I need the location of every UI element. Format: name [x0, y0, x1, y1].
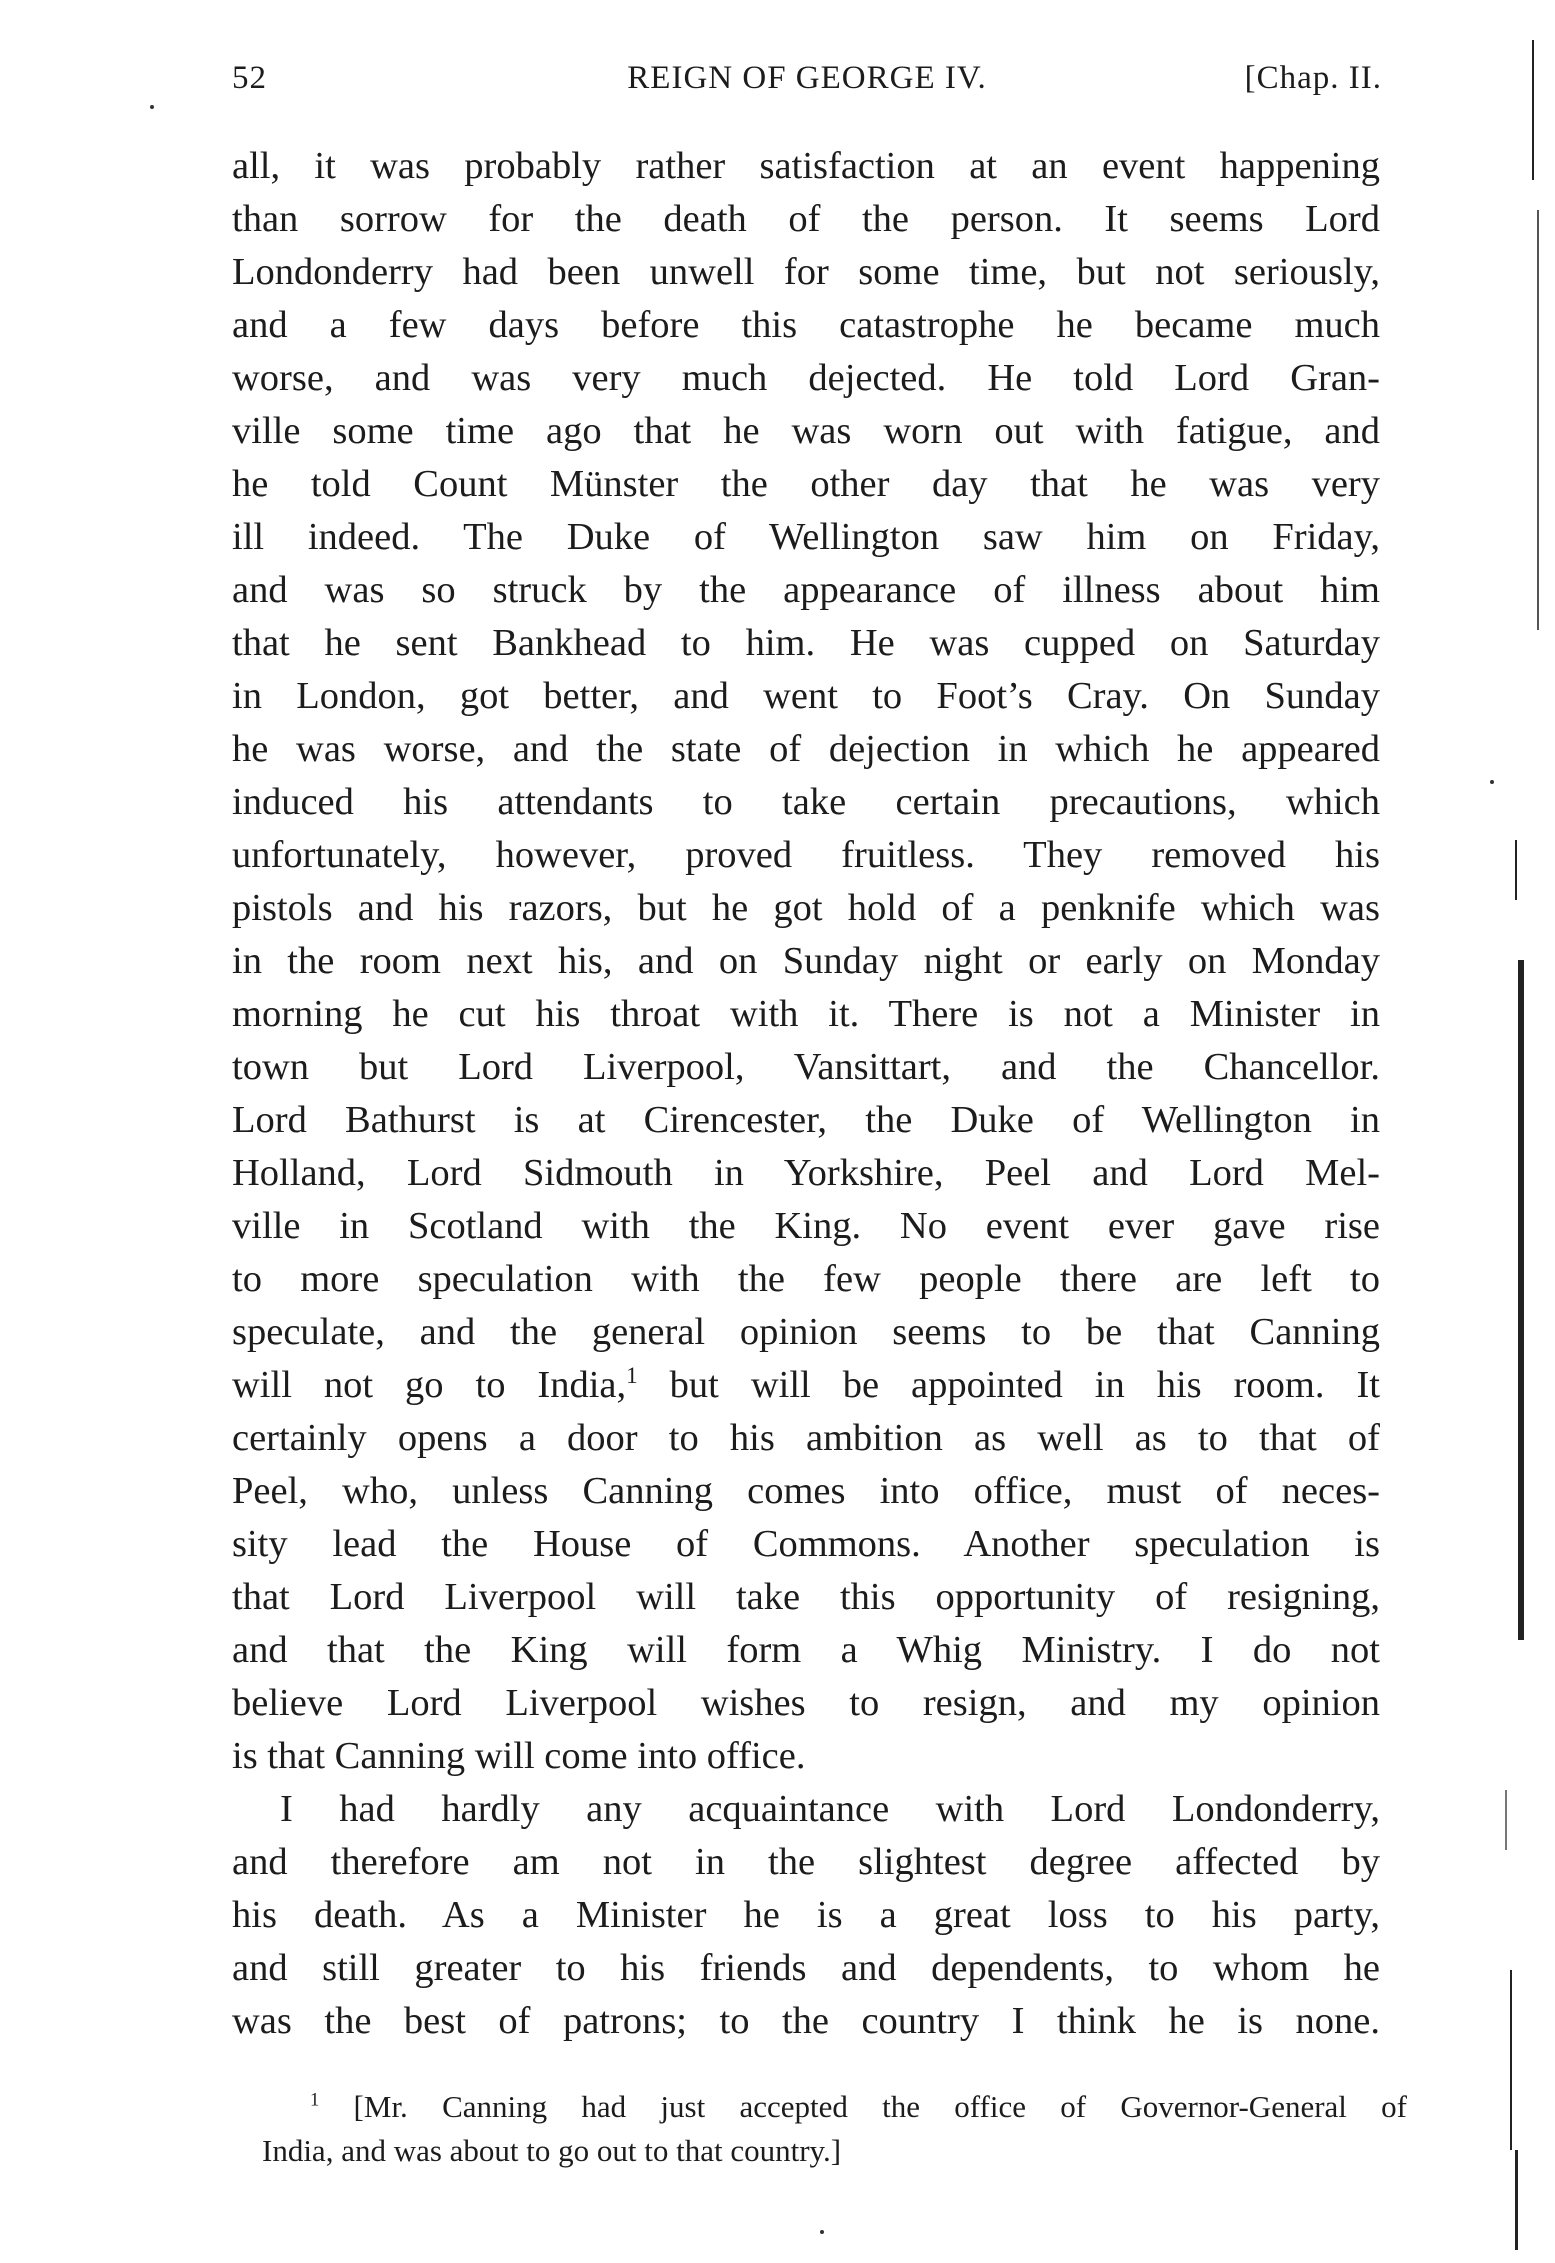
text-line: he was worse, and the state of dejection in which he appeared	[232, 728, 1380, 770]
text-line: he told Count Münster the other day that he was very	[232, 463, 1380, 505]
text-line-with-footnote-ref	[232, 1359, 1380, 1412]
text-line: is that Canning will come into office.	[232, 1735, 806, 1777]
text-line: worse, and was very much dejected. He told Lord Gran-	[232, 357, 1380, 399]
gutter-shadow	[1515, 2150, 1518, 2250]
footnote-line	[262, 2085, 1407, 2129]
gutter-shadow	[1510, 1970, 1512, 2150]
text-line: ville in Scotland with the King. No event ever gave rise	[232, 1205, 1380, 1247]
gutter-shadow	[1532, 40, 1534, 180]
text-line: believe Lord Liverpool wishes to resign, and my opinion	[232, 1682, 1380, 1724]
text-line: that he sent Bankhead to him. He was cupped on Saturday	[232, 622, 1380, 664]
text-line: town but Lord Liverpool, Vansittart, and the Chancellor.	[232, 1046, 1380, 1088]
text-line: Peel, who, unless Canning comes into office, must of neces-	[232, 1470, 1380, 1512]
text-line: was the best of patrons; to the country I think he is none.	[232, 2000, 1380, 2042]
gutter-shadow	[1518, 960, 1524, 1640]
scan-speck	[1490, 780, 1494, 784]
text-line: in the room next his, and on Sunday night or early on Monday	[232, 940, 1380, 982]
footnote	[262, 2085, 1407, 2173]
text-line: sity lead the House of Commons. Another speculation is	[232, 1523, 1380, 1565]
text-line: Holland, Lord Sidmouth in Yorkshire, Peel and Lord Mel-	[232, 1152, 1380, 1194]
text-line: unfortunately, however, proved fruitless. They removed his	[232, 834, 1380, 876]
text-line: in London, got better, and went to Foot’s Cray. On Sunday	[232, 675, 1380, 717]
scan-speck	[820, 2230, 824, 2234]
text-line: Londonderry had been unwell for some time, but not seriously,	[232, 251, 1380, 293]
text-line: that Lord Liverpool will take this opportunity of resigning,	[232, 1576, 1380, 1618]
body-text	[232, 140, 1380, 2048]
gutter-shadow	[1537, 210, 1539, 630]
footnote-reference: 1	[626, 1362, 638, 1389]
text-line: than sorrow for the death of the person. It seems Lord	[232, 198, 1380, 240]
text-line: and that the King will form a Whig Ministry. I do not	[232, 1629, 1380, 1671]
page-number: 52	[232, 60, 267, 96]
text-line: ville some time ago that he was worn out with fatigue, and	[232, 410, 1380, 452]
chapter-label: [Chap. II.	[1244, 60, 1382, 96]
text-line: and still greater to his friends and dependents, to whom he	[232, 1947, 1380, 1989]
text-line: all, it was probably rather satisfaction at an event happening	[232, 145, 1380, 187]
running-title: REIGN OF GEORGE IV.	[627, 60, 987, 96]
line-start: will not go to India,	[232, 1364, 627, 1406]
text-line: speculate, and the general opinion seems to be that Canning	[232, 1311, 1380, 1353]
text-line: his death. As a Minister he is a great loss to his party,	[232, 1894, 1380, 1936]
text-line: certainly opens a door to his ambition as well as to that of	[232, 1417, 1380, 1459]
scan-speck	[150, 105, 154, 109]
footnote-text: [Mr. Canning had just accepted the office of Governor-General of	[319, 2089, 1407, 2124]
footnote-line: India, and was about to go out to that country.]	[262, 2133, 842, 2168]
paragraph-start-line: I had hardly any acquaintance with Lord Londonderry,	[280, 1788, 1380, 1830]
text-line: and was so struck by the appearance of illness about him	[232, 569, 1380, 611]
running-head	[232, 60, 1382, 110]
text-line: induced his attendants to take certain precautions, which	[232, 781, 1380, 823]
text-line: and a few days before this catastrophe he became much	[232, 304, 1380, 346]
text-line: to more speculation with the few people there are left to	[232, 1258, 1380, 1300]
text-line: pistols and his razors, but he got hold of a penknife which was	[232, 887, 1380, 929]
footnote-marker: 1	[310, 2089, 320, 2111]
gutter-shadow	[1515, 840, 1517, 900]
text-line: Lord Bathurst is at Cirencester, the Duke of Wellington in	[232, 1099, 1380, 1141]
text-line: ill indeed. The Duke of Wellington saw him on Friday,	[232, 516, 1380, 558]
gutter-shadow	[1505, 1790, 1507, 1850]
text-line: and therefore am not in the slightest degree affected by	[232, 1841, 1380, 1883]
line-end: but will be appointed in his room. It	[637, 1364, 1380, 1406]
text-line: morning he cut his throat with it. There is not a Minister in	[232, 993, 1380, 1035]
